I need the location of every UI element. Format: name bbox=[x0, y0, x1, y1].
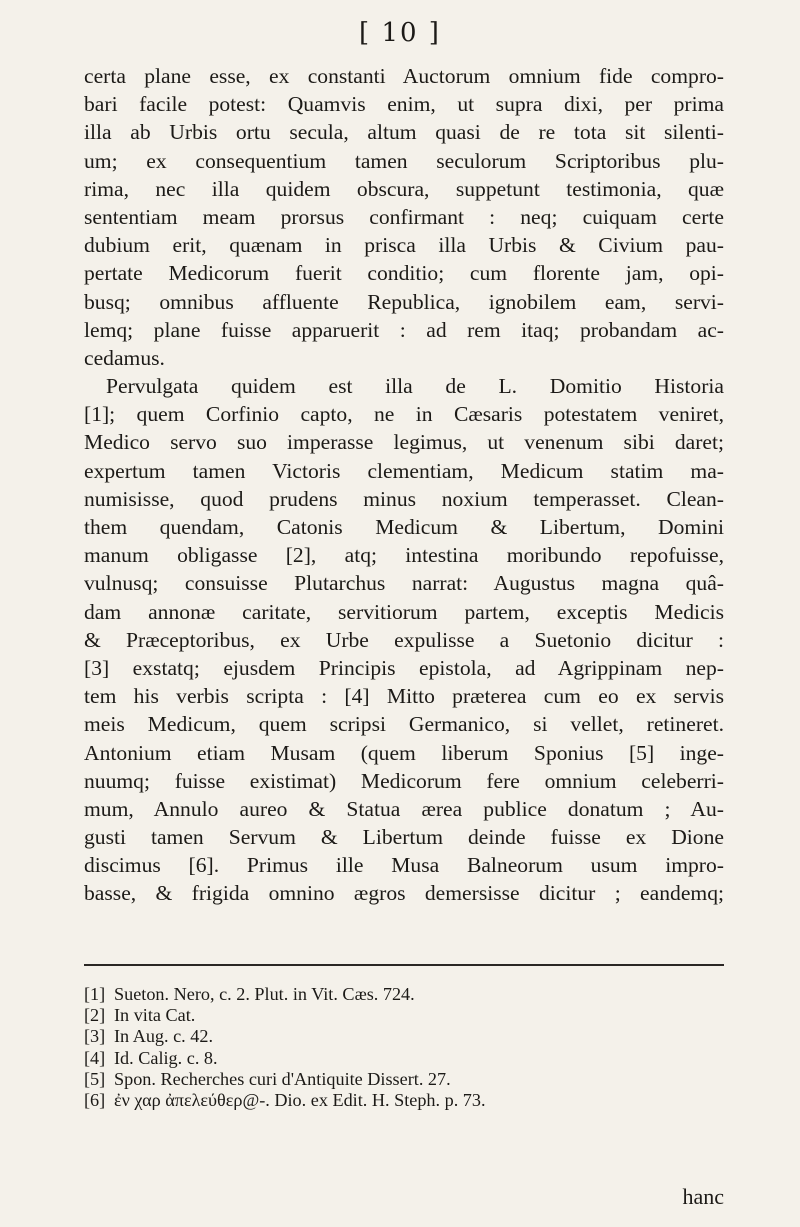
footnote-text: Spon. Recherches curi d'Antiquite Dissert. 27. bbox=[114, 1068, 451, 1089]
footnote-mark: [5] bbox=[84, 1068, 106, 1089]
text-line: cedamus. bbox=[84, 345, 165, 370]
text-line: mum, Annulo aureo & Statua ærea publice donatum ; Au- bbox=[84, 796, 724, 821]
text-line: them quendam, Catonis Medicum & Libertum, Domini bbox=[84, 515, 724, 539]
text-line: certa plane esse, ex constanti Auctorum omnium fide compro- bbox=[84, 64, 724, 88]
footnote-text: ἐν χαρ ἀπελεύθερ@-. Dio. ex Edit. H. Steph. p. 73. bbox=[114, 1090, 486, 1111]
footnote-divider bbox=[84, 964, 724, 966]
text-line: gusti tamen Servum & Libertum deinde fuisse ex Dione bbox=[84, 825, 724, 850]
footnote-text: In Aug. c. 42. bbox=[114, 1026, 214, 1047]
text-line: vulnusq; consuisse Plutarchus narrat: Augustus magna quâ- bbox=[84, 571, 724, 596]
footnote bbox=[84, 1005, 724, 1026]
footnote bbox=[84, 1069, 724, 1090]
text-line: expertum tamen Victoris clementiam, Medicum statim ma- bbox=[84, 458, 724, 483]
footnote-text: Sueton. Nero, c. 2. Plut. in Vit. Cæs. 724. bbox=[114, 984, 415, 1004]
footnote-mark: [1] bbox=[84, 984, 106, 1004]
footnote bbox=[84, 1026, 724, 1047]
text-line: lemq; plane fuisse apparuerit : ad rem itaq; probandam ac- bbox=[84, 317, 724, 342]
text-line: Pervulgata quidem est illa de L. Domitio Historia bbox=[106, 374, 724, 399]
page-number-header: [ 10 ] bbox=[359, 18, 441, 48]
text-line: discimus [6]. Primus ille Musa Balneorum usum impro- bbox=[84, 853, 724, 878]
text-line: numisisse, quod prudens minus noxium temperasset. Clean- bbox=[84, 486, 724, 511]
text-line: rima, nec illa quidem obscura, suppetunt testimonia, quæ bbox=[84, 176, 724, 201]
footnote bbox=[84, 1090, 724, 1111]
text-line: Medico servo suo imperasse legimus, ut venenum sibi daret; bbox=[84, 430, 724, 455]
text-line: [1]; quem Corfinio capto, ne in Cæsaris potestatem veniret, bbox=[84, 402, 724, 427]
text-line: um; ex consequentium tamen seculorum Scriptoribus plu- bbox=[84, 148, 724, 173]
catchword: hanc bbox=[682, 1184, 724, 1209]
footnote-mark: [6] bbox=[84, 1090, 106, 1111]
text-line: busq; omnibus affluente Republica, ignobilem eam, servi- bbox=[84, 289, 724, 314]
text-line: dam annonæ caritate, servitiorum partem, exceptis Medicis bbox=[84, 599, 724, 624]
text-line: sententiam meam prorsus confirmant : neq; cuiquam certe bbox=[84, 204, 724, 229]
footnote-text: In vita Cat. bbox=[114, 1005, 196, 1026]
text-line: dubium erit, quænam in prisca illa Urbis & Civium pau- bbox=[84, 233, 724, 258]
text-line: basse, & frigida omnino ægros demersisse dicitur ; eandemq; bbox=[84, 881, 724, 906]
text-line: bari facile potest: Quamvis enim, ut supra dixi, per prima bbox=[84, 92, 724, 117]
footnote-mark: [2] bbox=[84, 1005, 106, 1026]
text-line: & Præceptoribus, ex Urbe expulisse a Suetonio dicitur : bbox=[84, 627, 724, 652]
footnote bbox=[84, 984, 724, 1005]
footnote-mark: [3] bbox=[84, 1026, 106, 1047]
footnote-mark: [4] bbox=[84, 1047, 106, 1068]
text-line: tem his verbis scripta : [4] Mitto præterea cum eo ex servis bbox=[84, 684, 724, 709]
main-text bbox=[84, 62, 724, 908]
footnote-text: Id. Calig. c. 8. bbox=[114, 1047, 218, 1068]
text-line: pertate Medicorum fuerit conditio; cum florente jam, opi- bbox=[84, 261, 724, 286]
footnote bbox=[84, 1048, 724, 1069]
text-line: [3] exstatq; ejusdem Principis epistola, ad Agrippinam nep- bbox=[84, 655, 724, 680]
text-line: meis Medicum, quem scripsi Germanico, si vellet, retineret. bbox=[84, 712, 724, 737]
text-line: Antonium etiam Musam (quem liberum Sponius [5] inge- bbox=[84, 740, 724, 765]
text-line: nuumq; fuisse existimat) Medicorum fere omnium celeberri- bbox=[84, 768, 724, 793]
footnotes bbox=[84, 984, 724, 1111]
text-line: manum obligasse [2], atq; intestina moribundo repofuisse, bbox=[84, 543, 724, 568]
text-line: illa ab Urbis ortu secula, altum quasi de re tota sit silenti- bbox=[84, 120, 724, 145]
